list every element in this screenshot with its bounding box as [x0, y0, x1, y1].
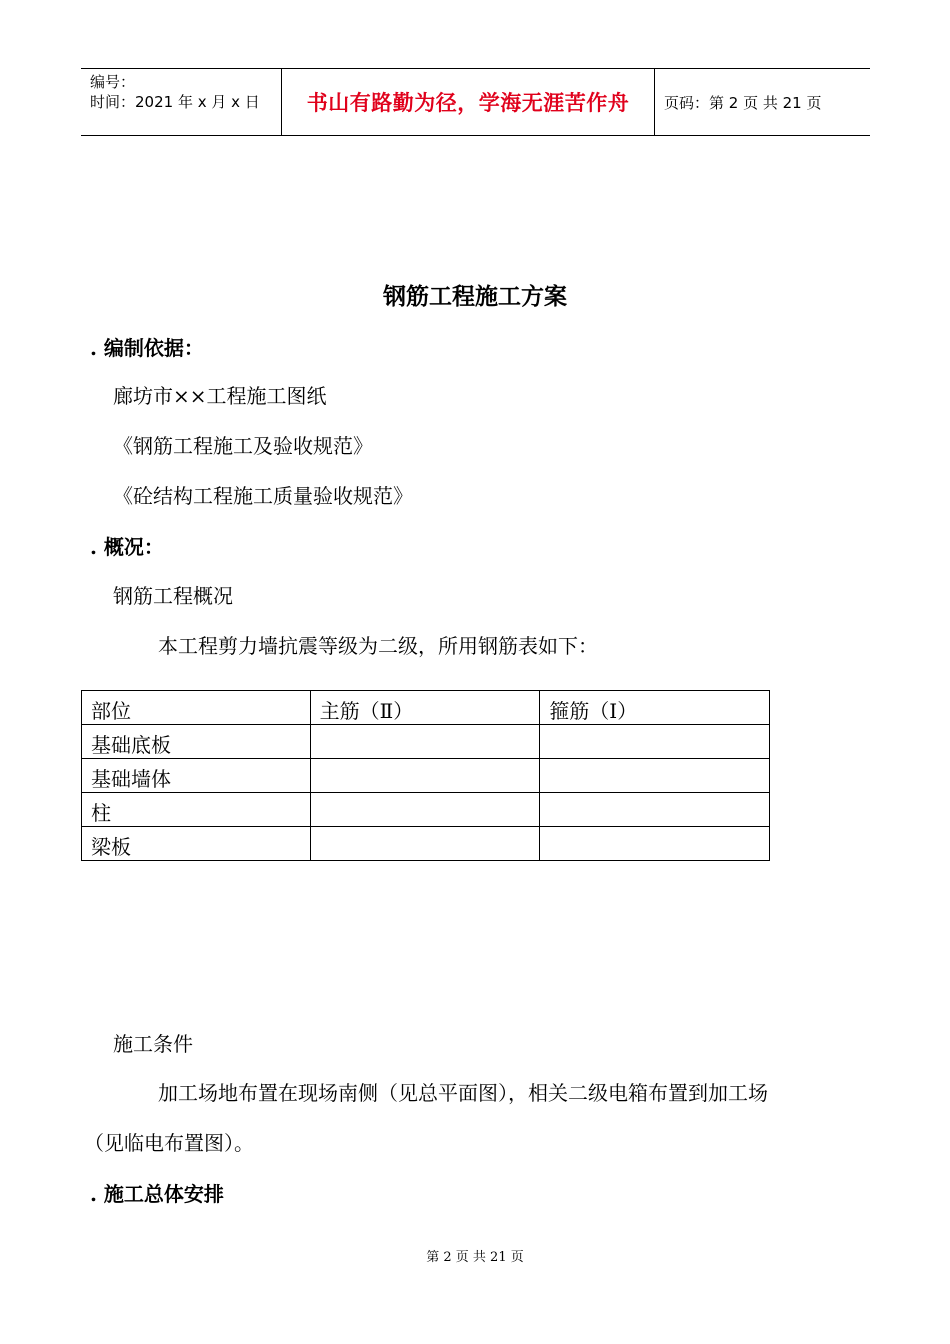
table-header-cell: 箍筋（Ⅰ）: [540, 691, 770, 725]
header-slogan-cell: [282, 69, 655, 135]
header-page-info: 页码：第 2 页 共 21 页: [664, 93, 822, 112]
table-cell: 基础底板: [82, 725, 311, 759]
table-header-cell: 部位: [82, 691, 311, 725]
table-cell: [310, 827, 540, 861]
table-header-cell: 主筋（Ⅱ）: [310, 691, 540, 725]
document-title: 钢筋工程施工方案: [383, 283, 567, 310]
basis-item: 《钢筋工程施工及验收规范》: [113, 434, 373, 458]
section-heading-arrangement: . 施工总体安排: [90, 1182, 224, 1206]
overview-subheading: 钢筋工程概况: [113, 584, 233, 608]
table-cell: 梁板: [82, 827, 311, 861]
table-cell: 基础墙体: [82, 759, 311, 793]
table-cell: [540, 793, 770, 827]
basis-item: 廊坊市××工程施工图纸: [113, 384, 327, 408]
table-row: [82, 827, 770, 861]
basis-item: 《砼结构工程施工质量验收规范》: [113, 484, 413, 508]
conditions-paragraph-cont: （见临电布置图）。: [84, 1131, 254, 1155]
table-cell: [540, 725, 770, 759]
doc-time-label: 时间：2021 年 x 月 x 日: [90, 93, 260, 111]
rebar-table: [81, 690, 770, 861]
section-heading-overview: . 概况：: [90, 535, 164, 559]
doc-number-label: 编号：: [90, 73, 136, 91]
header-meta: [81, 69, 282, 135]
section-heading-basis: . 编制依据：: [90, 336, 204, 360]
conditions-paragraph: 加工场地布置在现场南侧（见总平面图），相关二级电箱布置到加工场: [158, 1081, 768, 1105]
table-cell: [310, 793, 540, 827]
header-page-cell: [655, 69, 870, 135]
table-row: [82, 759, 770, 793]
header-slogan: 书山有路勤为径，学海无涯苦作舟: [306, 91, 630, 115]
page-footer: 第 2 页 共 21 页: [426, 1250, 524, 1265]
conditions-subheading: 施工条件: [113, 1032, 193, 1056]
page-header: [81, 68, 870, 136]
table-header-row: [82, 691, 770, 725]
table-row: [82, 725, 770, 759]
table-cell: [540, 759, 770, 793]
table-cell: [310, 759, 540, 793]
table-cell: [540, 827, 770, 861]
overview-paragraph: 本工程剪力墙抗震等级为二级，所用钢筋表如下：: [158, 634, 598, 658]
table-row: [82, 793, 770, 827]
table-cell: 柱: [82, 793, 311, 827]
table-cell: [310, 725, 540, 759]
